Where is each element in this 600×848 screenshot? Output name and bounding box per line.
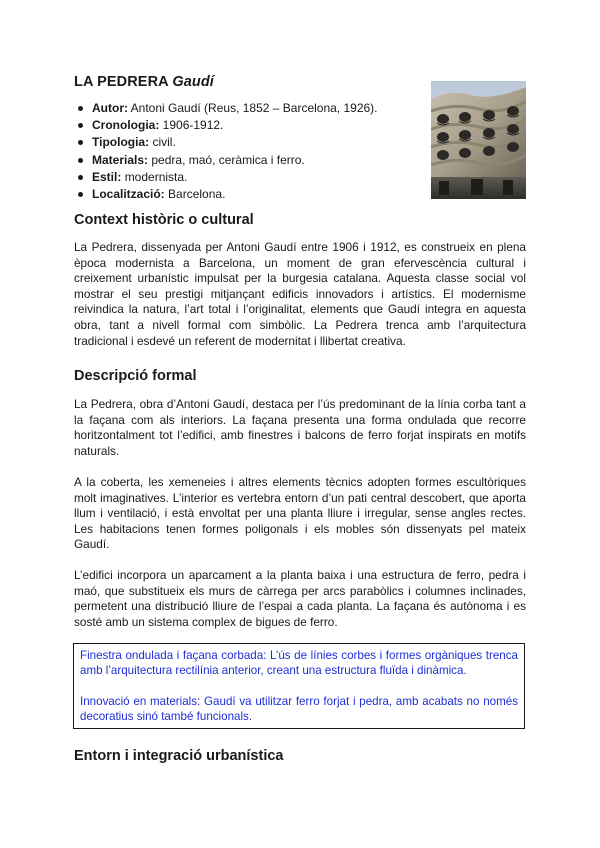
section-heading-context: Context històric o cultural [74,212,254,228]
fact-item-estil [74,169,378,186]
context-paragraph: La Pedrera, dissenyada per Antoni Gaudí entre 1906 i 1912, es construeix en plena època modernista a Barcelona, un moment de gran efervescència cultural i creixement urbanístic impulsat per la burgesia catalana. Aquesta classe social vol mostrar el seu prestigi mitjançant edificis innovadors i artístics. El modernisme reivindica la natura, l’art total i l’originalitat, elements que Gaudí integra en aquesta obra, tant a nivell formal com simbòlic. La Pedrera trenca amb l’arquitectura tradicional i esdevé un referent de modernitat i llibertat creativa. [74,240,526,348]
fact-value: pedra, maó, ceràmica i ferro. [151,152,305,167]
section-heading-urban: Entorn i integració urbanística [74,748,284,764]
fact-label: Autor: [92,101,128,115]
highlight-notes-box [73,643,525,729]
fact-label: Materials: [92,152,149,167]
fact-item-tipologia [74,134,378,151]
fact-item-cronologia [74,117,378,134]
formal-paragraph-1: La Pedrera, obra d’Antoni Gaudí, destaca per l’ús predominant de la línia corba tant a la façana com als interiors. La façana presenta una forma ondulada que recorre horitzontalment tot l’edifici, amb finestres i balcons de ferro forjat inspirats en motifs naturals. [74,397,526,458]
formal-paragraph-2: A la coberta, les xemeneies i altres elements tècnics adopten formes escultòriques molt imaginatives. L’interior es vertebra entorn d’un pati central descobert, que aporta llum i ventilació, i està envoltat per una planta lliure i irregular, sense angles rectes. Les habitacions tenen formes poligonals i els mobles són dissenyats pel mateix Gaudí. [74,475,526,552]
note-facade: Finestra ondulada i façana corbada: L’ús de línies corbes i formes orgàniques trenca amb l’arquitectura rectilínia anterior, creant una estructura fluïda i dinàmica. [80,649,518,678]
fact-value: civil. [152,135,176,150]
fact-list [74,100,378,203]
section-heading-formal: Descripció formal [74,368,197,384]
fact-item-materials [74,152,378,169]
title-author: Gaudí [172,74,214,90]
fact-value: Antoni Gaudí (Reus, 1852 – Barcelona, 1926). [130,101,378,115]
fact-label: Estil: [92,169,122,184]
title-main: LA PEDRERA [74,74,169,90]
note-materials: Innovació en materials: Gaudí va utilitzar ferro forjat i pedra, amb acabats no només decoratius sinó també funcionals. [80,695,518,724]
fact-label: Tipologia: [92,135,150,150]
fact-label: Localització: [92,187,165,202]
fact-label: Cronologia: [92,118,160,133]
formal-paragraph-3: L’edifici incorpora un aparcament a la planta baixa i una estructura de ferro, pedra i maó, que substitueix els murs de càrrega per arcs parabòlics i columnes inclinades, permetent una distribució lliure de l’espai a cada planta. La façana és autònoma i es sosté amb un sistema complex de bigues de ferro. [74,568,526,629]
fact-value: Barcelona. [168,187,226,202]
document-title [74,74,214,90]
building-facade-photo [431,81,526,199]
fact-item-localitzacio [74,186,378,203]
fact-item-autor [74,100,378,117]
fact-value: modernista. [124,169,188,184]
fact-value: 1906-1912. [162,118,224,133]
